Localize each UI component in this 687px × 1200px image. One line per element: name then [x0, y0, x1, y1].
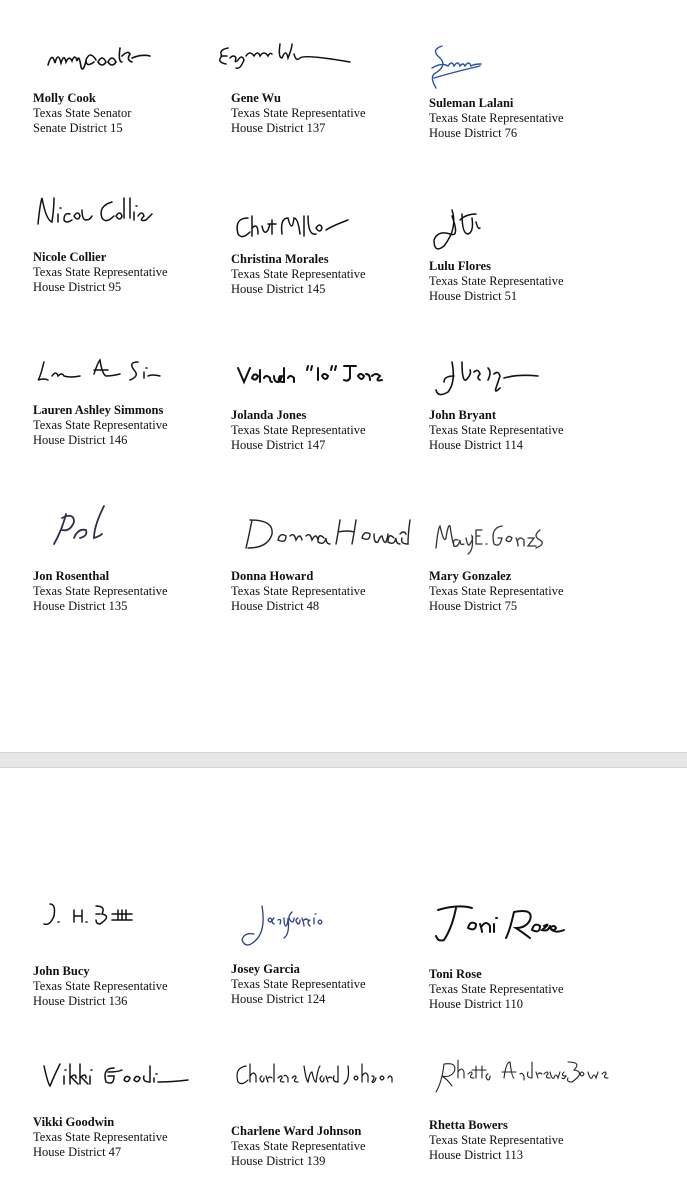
signer-district: House District 114 [429, 438, 523, 453]
signer-name: Charlene Ward Johnson [231, 1124, 362, 1138]
signature-mary-gonzalez-icon [432, 518, 552, 564]
signer-district: House District 47 [33, 1145, 122, 1160]
signer-title: Texas State Representative [429, 1133, 564, 1148]
signer-name: Suleman Lalani [429, 96, 514, 110]
signature-lulu-flores-icon [430, 206, 490, 256]
signer-title: Texas State Representative [231, 267, 366, 282]
signer-district: House District 139 [231, 1154, 326, 1169]
signature-josey-garcia-icon [238, 900, 338, 954]
page-separator [0, 752, 687, 768]
signer-name: Nicole Collier [33, 250, 107, 264]
signature-suleman-lalani-icon [428, 42, 508, 92]
signature-vikki-goodwin-icon [42, 1060, 192, 1090]
signer-title: Texas State Representative [429, 982, 564, 997]
signer-block [231, 1124, 366, 1170]
signer-block [33, 569, 168, 615]
signer-title: Texas State Representative [429, 584, 564, 599]
signer-block [231, 252, 366, 298]
signer-district: House District 110 [429, 997, 523, 1012]
signer-name: John Bryant [429, 408, 497, 422]
signer-name: Toni Rose [429, 967, 482, 981]
signer-district: House District 51 [429, 289, 518, 304]
signer-district: House District 145 [231, 282, 326, 297]
signer-name: Rhetta Bowers [429, 1118, 508, 1132]
signature-john-bucy-icon [40, 900, 150, 930]
signature-gene-wu-icon [218, 40, 358, 70]
signature-charlene-ward-johnson-icon [234, 1062, 404, 1092]
cropped-text-fragment [430, 0, 510, 2]
signer-name: Gene Wu [231, 91, 281, 105]
signer-district: House District 135 [33, 599, 128, 614]
signer-title: Texas State Representative [231, 1139, 366, 1154]
signer-name: Jon Rosenthal [33, 569, 110, 583]
signer-title: Texas State Representative [231, 106, 366, 121]
signer-district: House District 146 [33, 433, 128, 448]
signer-name: Josey Garcia [231, 962, 300, 976]
signer-district: House District 137 [231, 121, 326, 136]
signature-jon-rosenthal-icon [48, 504, 118, 550]
signer-district: House District 136 [33, 994, 128, 1009]
signer-block [429, 967, 564, 1013]
signer-title: Texas State Representative [231, 423, 366, 438]
signature-rhetta-bowers-icon [432, 1058, 612, 1098]
signer-block [231, 408, 366, 454]
signer-district: House District 147 [231, 438, 326, 453]
signature-donna-howard-icon [244, 514, 414, 554]
signer-block [429, 259, 564, 305]
document-page-2 [0, 768, 687, 1200]
signer-district: House District 48 [231, 599, 320, 614]
signer-title: Texas State Representative [231, 977, 366, 992]
signer-title: Texas State Representative [429, 111, 564, 126]
signer-title: Texas State Senator [33, 106, 132, 121]
signer-district: House District 76 [429, 126, 518, 141]
signature-molly-cook-icon [46, 40, 156, 75]
signer-block [33, 403, 168, 449]
signer-title: Texas State Representative [231, 584, 366, 599]
signer-block [33, 91, 131, 137]
signature-toni-rose-icon [430, 902, 570, 948]
signature-lauren-ashley-simmons-icon [34, 356, 164, 386]
signer-district: House District 113 [429, 1148, 523, 1163]
signer-title: Texas State Representative [33, 418, 168, 433]
signer-name: Vikki Goodwin [33, 1115, 115, 1129]
signer-district: Senate District 15 [33, 121, 123, 136]
signer-title: Texas State Representative [429, 274, 564, 289]
signer-name: Donna Howard [231, 569, 314, 583]
signature-john-bryant-icon [432, 358, 542, 404]
signer-block [231, 962, 366, 1008]
signer-block [231, 569, 366, 615]
signer-block [429, 569, 564, 615]
signer-block [33, 1115, 168, 1161]
signer-block [33, 250, 168, 296]
signer-name: Christina Morales [231, 252, 329, 266]
signer-name: John Bucy [33, 964, 90, 978]
signer-title: Texas State Representative [33, 265, 168, 280]
signer-block [429, 1118, 564, 1164]
signer-title: Texas State Representative [33, 1130, 168, 1145]
signer-title: Texas State Representative [429, 423, 564, 438]
signer-name: Mary Gonzalez [429, 569, 512, 583]
signer-district: House District 124 [231, 992, 326, 1007]
signer-title: Texas State Representative [33, 979, 168, 994]
signer-block [33, 964, 168, 1010]
signer-name: Lauren Ashley Simmons [33, 403, 164, 417]
signer-district: House District 95 [33, 280, 122, 295]
signature-christina-morales-icon [234, 212, 354, 242]
signer-block [429, 96, 564, 142]
signer-district: House District 75 [429, 599, 518, 614]
signature-nicole-collier-icon [34, 194, 154, 230]
signer-title: Texas State Representative [33, 584, 168, 599]
signer-block [231, 91, 366, 137]
signer-name: Lulu Flores [429, 259, 491, 273]
signer-name: Molly Cook [33, 91, 96, 105]
signature-jolanda-jones-icon [236, 362, 386, 388]
signer-name: Jolanda Jones [231, 408, 307, 422]
signer-block [429, 408, 564, 454]
